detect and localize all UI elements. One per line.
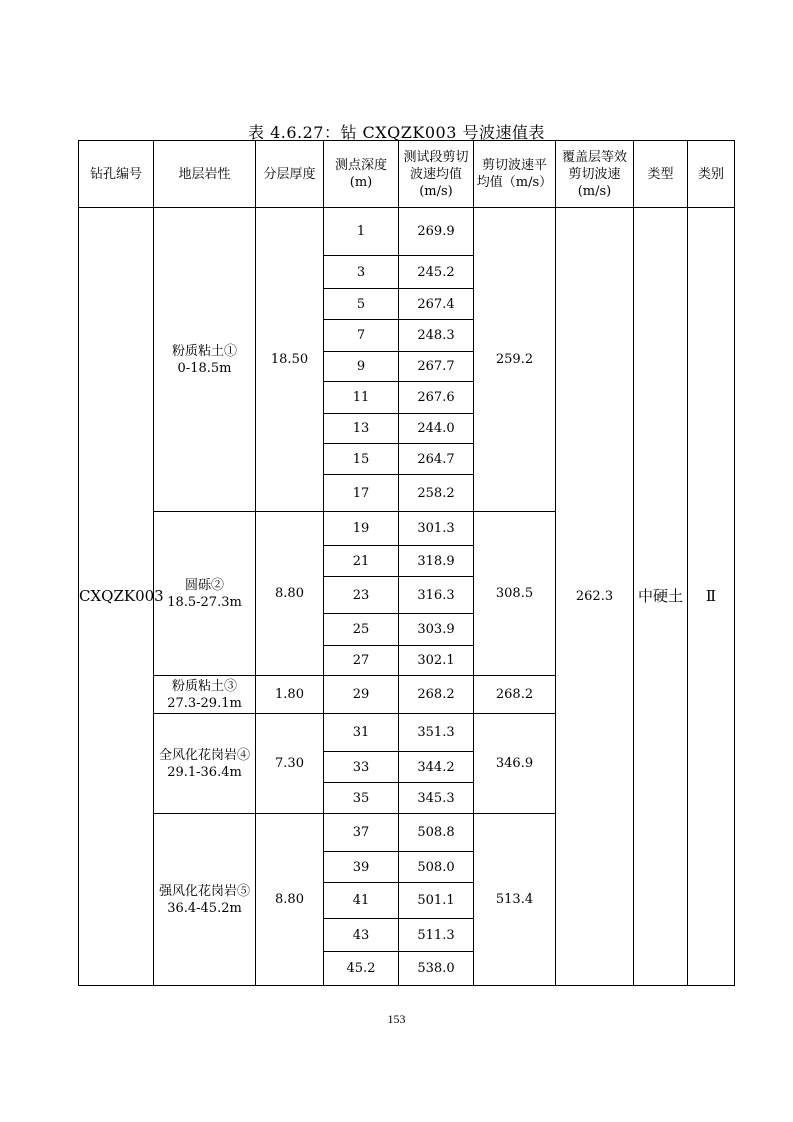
velocity-cell: 344.2 [399, 752, 474, 783]
stratum-cell: 圆砾② 18.5-27.3m [154, 512, 256, 676]
velocity-cell: 316.3 [399, 577, 474, 614]
header-row [79, 141, 735, 208]
depth-cell: 21 [324, 546, 399, 577]
velocity-cell: 245.2 [399, 256, 474, 289]
velocity-cell: 267.6 [399, 382, 474, 414]
velocity-cell: 269.9 [399, 208, 474, 256]
velocity-cell: 501.1 [399, 883, 474, 919]
velocity-cell: 351.3 [399, 714, 474, 752]
depth-cell: 13 [324, 414, 399, 444]
stratum-cell: 粉质粘土③ 27.3-29.1m [154, 676, 256, 714]
velocity-cell: 268.2 [399, 676, 474, 714]
depth-cell: 27 [324, 646, 399, 676]
depth-cell: 1 [324, 208, 399, 256]
site-category: Ⅱ [688, 208, 735, 986]
depth-cell: 19 [324, 512, 399, 546]
velocity-cell: 244.0 [399, 414, 474, 444]
velocity-cell: 318.9 [399, 546, 474, 577]
depth-cell: 7 [324, 320, 399, 352]
thickness-cell: 7.30 [256, 714, 324, 814]
velocity-cell: 538.0 [399, 952, 474, 986]
depth-cell: 35 [324, 783, 399, 814]
thickness-cell: 1.80 [256, 676, 324, 714]
site-type: 中硬土 [634, 208, 688, 986]
depth-cell: 5 [324, 289, 399, 320]
mean-velocity-cell: 268.2 [474, 676, 556, 714]
velocity-cell: 267.4 [399, 289, 474, 320]
header-depth: 测点深度 (m) [324, 141, 399, 208]
header-borehole: 钻孔编号 [79, 141, 154, 208]
page-number: 153 [387, 1012, 406, 1026]
stratum-cell: 强风化花岗岩⑤ 36.4-45.2m [154, 814, 256, 986]
depth-cell: 33 [324, 752, 399, 783]
depth-cell: 17 [324, 475, 399, 512]
header-equivalent: 覆盖层等效 剪切波速 (m/s) [556, 141, 634, 208]
header-shear-avg: 测试段剪切 波速均值 (m/s) [399, 141, 474, 208]
table-row [79, 208, 735, 256]
depth-cell: 25 [324, 614, 399, 646]
header-stratum: 地层岩性 [154, 141, 256, 208]
depth-cell: 11 [324, 382, 399, 414]
depth-cell: 29 [324, 676, 399, 714]
thickness-cell: 18.50 [256, 208, 324, 512]
equivalent-velocity: 262.3 [556, 208, 634, 986]
depth-cell: 41 [324, 883, 399, 919]
wave-velocity-table [78, 140, 735, 986]
mean-velocity-cell: 308.5 [474, 512, 556, 676]
header-type: 类型 [634, 141, 688, 208]
mean-velocity-cell: 513.4 [474, 814, 556, 986]
depth-cell: 43 [324, 919, 399, 952]
velocity-cell: 303.9 [399, 614, 474, 646]
velocity-cell: 301.3 [399, 512, 474, 546]
header-shear-mean: 剪切波速平 均值（m/s） [474, 141, 556, 208]
table-title: 表 4.6.27：钻 CXQZK003 号波速值表 [247, 123, 545, 142]
depth-cell: 23 [324, 577, 399, 614]
mean-velocity-cell: 259.2 [474, 208, 556, 512]
depth-cell: 31 [324, 714, 399, 752]
table-body [79, 208, 735, 986]
velocity-cell: 508.0 [399, 852, 474, 883]
thickness-cell: 8.80 [256, 814, 324, 986]
velocity-cell: 345.3 [399, 783, 474, 814]
header-thickness: 分层厚度 [256, 141, 324, 208]
velocity-cell: 511.3 [399, 919, 474, 952]
depth-cell: 3 [324, 256, 399, 289]
velocity-cell: 264.7 [399, 444, 474, 475]
velocity-cell: 302.1 [399, 646, 474, 676]
borehole-id: CXQZK003 [79, 208, 154, 986]
stratum-cell: 粉质粘土① 0-18.5m [154, 208, 256, 512]
header-category: 类别 [688, 141, 735, 208]
thickness-cell: 8.80 [256, 512, 324, 676]
velocity-cell: 508.8 [399, 814, 474, 852]
depth-cell: 37 [324, 814, 399, 852]
depth-cell: 9 [324, 352, 399, 382]
depth-cell: 45.2 [324, 952, 399, 986]
velocity-cell: 258.2 [399, 475, 474, 512]
mean-velocity-cell: 346.9 [474, 714, 556, 814]
velocity-cell: 267.7 [399, 352, 474, 382]
depth-cell: 15 [324, 444, 399, 475]
depth-cell: 39 [324, 852, 399, 883]
stratum-cell: 全风化花岗岩④ 29.1-36.4m [154, 714, 256, 814]
velocity-cell: 248.3 [399, 320, 474, 352]
